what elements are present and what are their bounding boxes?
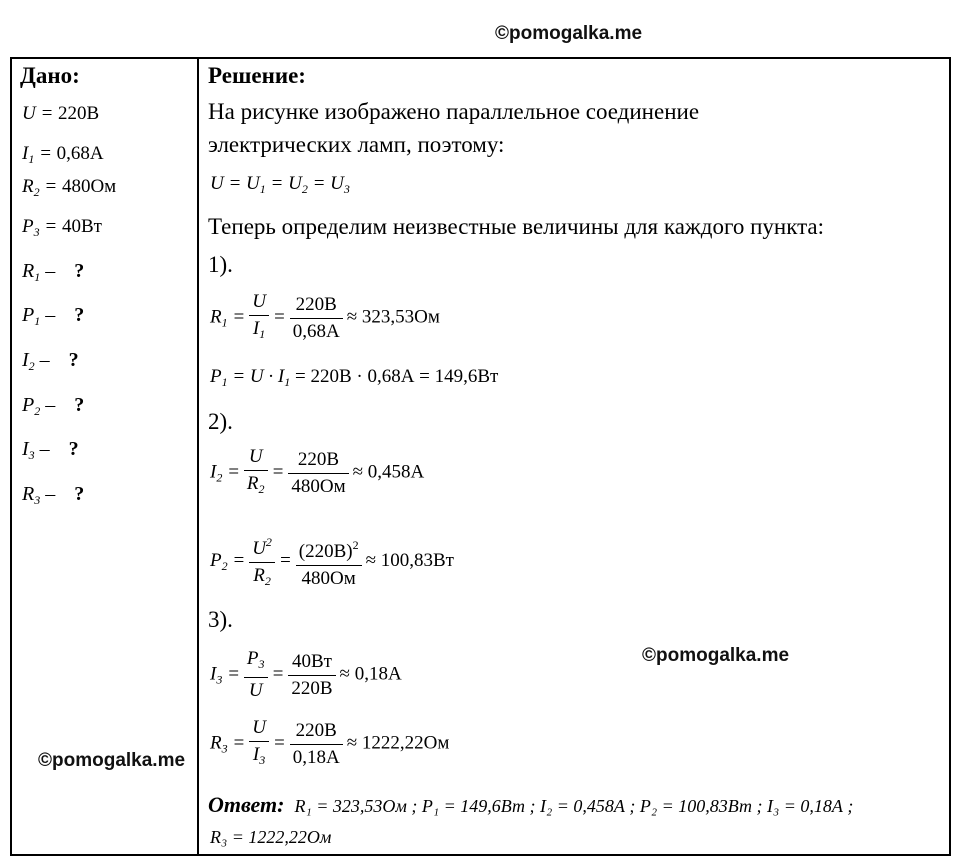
given-current-1: $I_1 = 0,68А$ — [22, 143, 104, 166]
part-3-label: 3). — [208, 607, 233, 632]
answer-label: Ответ: — [208, 792, 285, 817]
solution-heading: Решение: — [208, 63, 306, 88]
unknown-r3: $R_3$ – ? — [22, 483, 85, 507]
part-1-label: 1). — [208, 252, 233, 277]
unknown-i3: $I_3$ – ? — [22, 438, 79, 462]
part-2-label: 2). — [208, 409, 233, 434]
p2-formula: $P_2$ = $\frac{U^2}{R_2}$ = $\frac{(220В)^2}{480Ом}$ ≈ 100,83Вт — [210, 529, 454, 594]
next-step-text: Теперь определим неизвестные величины для каждого пункта: — [208, 214, 825, 239]
i2-formula: $I_2$ = $\frac{U}{R_2}$ = $\frac{220В}{480Ом}$ ≈ 0,458А — [210, 446, 425, 497]
watermark-middle: ©pomogalka.me — [642, 645, 790, 666]
unknown-p2: $P_2$ – ? — [22, 394, 85, 418]
answer-line-1: Ответ: R₁ = 323,53Ом ; P₁ = 149,6Вт ; I₂ = 0,458А ; P₂ = 100,83Вт ; I₃ = 0,18А ; — [208, 792, 854, 817]
parallel-voltage-equation: $U = U_1 = U_2 = U_3$ — [210, 173, 350, 196]
given-power-3: $P_3 = 40Вт$ — [22, 216, 102, 239]
unknown-r1: $R_1$ – ? — [22, 260, 85, 284]
unknown-i2: $I_2$ – ? — [22, 349, 79, 373]
r1-formula: $R_1$ = $\frac{U}{I_1}$ = $\frac{220В}{0,68А}$ ≈ 323,53Ом — [210, 291, 440, 342]
intro-line-1: На рисунке изображено параллельное соединение — [208, 99, 700, 124]
i3-formula: $I_3$ = $\frac{P_3}{U}$ = $\frac{40Вт}{220В}$ ≈ 0,18А — [210, 648, 402, 701]
answer-line-2: R₃ = 1222,22Ом — [210, 827, 332, 847]
given-heading: Дано: — [20, 63, 80, 88]
intro-line-2: электрических ламп, поэтому: — [208, 132, 505, 157]
unknown-p1: $P_1$ – ? — [22, 304, 85, 328]
watermark-left: ©pomogalka.me — [38, 750, 186, 771]
given-voltage: U = 220В — [22, 103, 100, 124]
given-resistance-2: $R_2 = 480Ом$ — [22, 176, 117, 199]
r3-formula: $R_3$ = $\frac{U}{I_3}$ = $\frac{220В}{0,18А}$ ≈ 1222,22Ом — [210, 717, 450, 768]
watermark-top: ©pomogalka.me — [495, 23, 643, 44]
solution-table — [10, 57, 951, 856]
column-divider — [197, 59, 199, 854]
p1-formula: $P_1 = U \cdot I_1 = 220В \cdot 0,68А = 149,6Вт$ — [210, 366, 499, 389]
